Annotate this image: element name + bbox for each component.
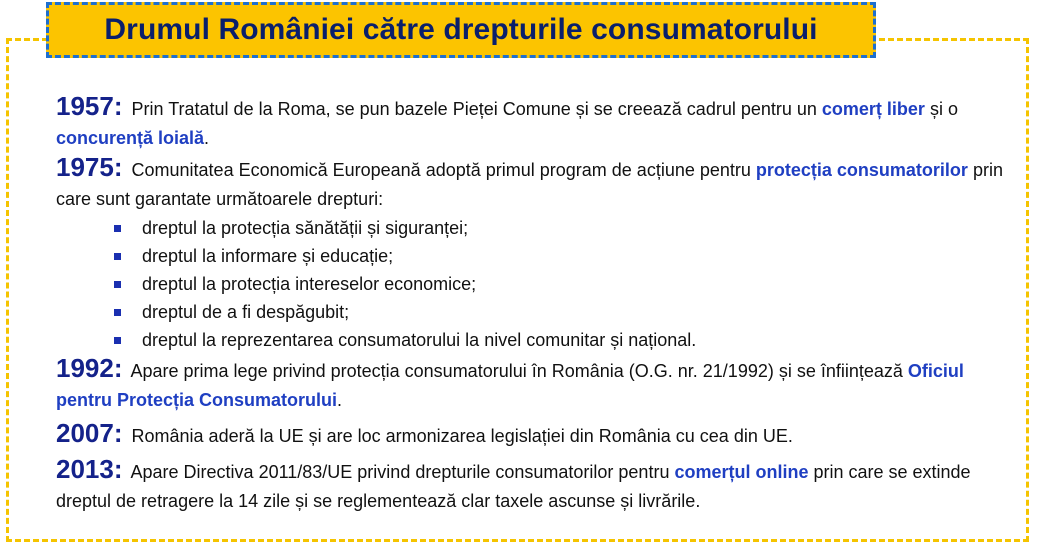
right-text: dreptul la informare și educație;: [142, 246, 394, 266]
right-text: dreptul la protecția sănătății și siguranței;: [142, 218, 469, 238]
right-text: dreptul la protecția intereselor economice;: [142, 274, 477, 294]
timeline-entry-2007: [56, 419, 1016, 451]
entry-text: prin care sunt garantate următoarele drepturi:: [56, 160, 1003, 209]
entry-year: 2013:: [56, 454, 123, 484]
entry-text: .: [204, 128, 210, 148]
list-item: [112, 214, 1016, 242]
entry-text: Apare Directiva 2011/83/UE privind drepturile consumatorilor pentru: [130, 462, 675, 482]
timeline: [56, 92, 1016, 516]
bullet-square-icon: [114, 281, 121, 288]
highlight-term: concurență loială: [56, 128, 205, 148]
highlight-term: Oficiul pentru Protecția Consumatorului: [56, 361, 964, 410]
page-title: Drumul României către drepturile consumatorului: [104, 13, 818, 46]
bullet-square-icon: [114, 225, 121, 232]
bullet-square-icon: [114, 337, 121, 344]
entry-text: Apare prima lege privind protecția consumatorului în România (O.G. nr. 21/1992) și se înființează: [130, 361, 908, 381]
right-text: dreptul la reprezentarea consumatorului la nivel comunitar și național.: [142, 330, 697, 350]
entry-text: România aderă la UE și are loc armonizarea legislației din România cu cea din UE.: [131, 426, 793, 446]
entry-year: 1975:: [56, 152, 123, 182]
list-item: [112, 242, 1016, 270]
title-banner: [46, 2, 876, 58]
bullet-square-icon: [114, 309, 121, 316]
list-item: [112, 326, 1016, 354]
highlight-term: comerț liber: [821, 99, 925, 119]
entry-year: 2007:: [56, 418, 123, 448]
entry-text: Comunitatea Economică Europeană adoptă primul program de acțiune pentru: [131, 160, 756, 180]
entry-year: 1957:: [56, 91, 123, 121]
timeline-entry-1957: [56, 92, 1016, 153]
highlight-term: comerțul online: [674, 462, 809, 482]
right-text: dreptul de a fi despăgubit;: [142, 302, 350, 322]
bullet-square-icon: [114, 253, 121, 260]
rights-list: [56, 214, 1016, 354]
list-item: [112, 298, 1016, 326]
entry-text: și o: [924, 99, 958, 119]
highlight-term: protecția consumatorilor: [755, 160, 968, 180]
entry-text: prin care se extinde dreptul de retragere la 14 zile și se reglementează clar taxele ascunse și livrările.: [56, 462, 971, 511]
timeline-entry-2013: [56, 455, 1016, 516]
list-item: [112, 270, 1016, 298]
entry-text: .: [337, 390, 343, 410]
timeline-entry-1975: [56, 153, 1016, 214]
entry-text: Prin Tratatul de la Roma, se pun bazele Pieței Comune și se creează cadrul pentru un: [131, 99, 822, 119]
entry-year: 1992:: [56, 353, 123, 383]
timeline-entry-1992: [56, 354, 1016, 415]
